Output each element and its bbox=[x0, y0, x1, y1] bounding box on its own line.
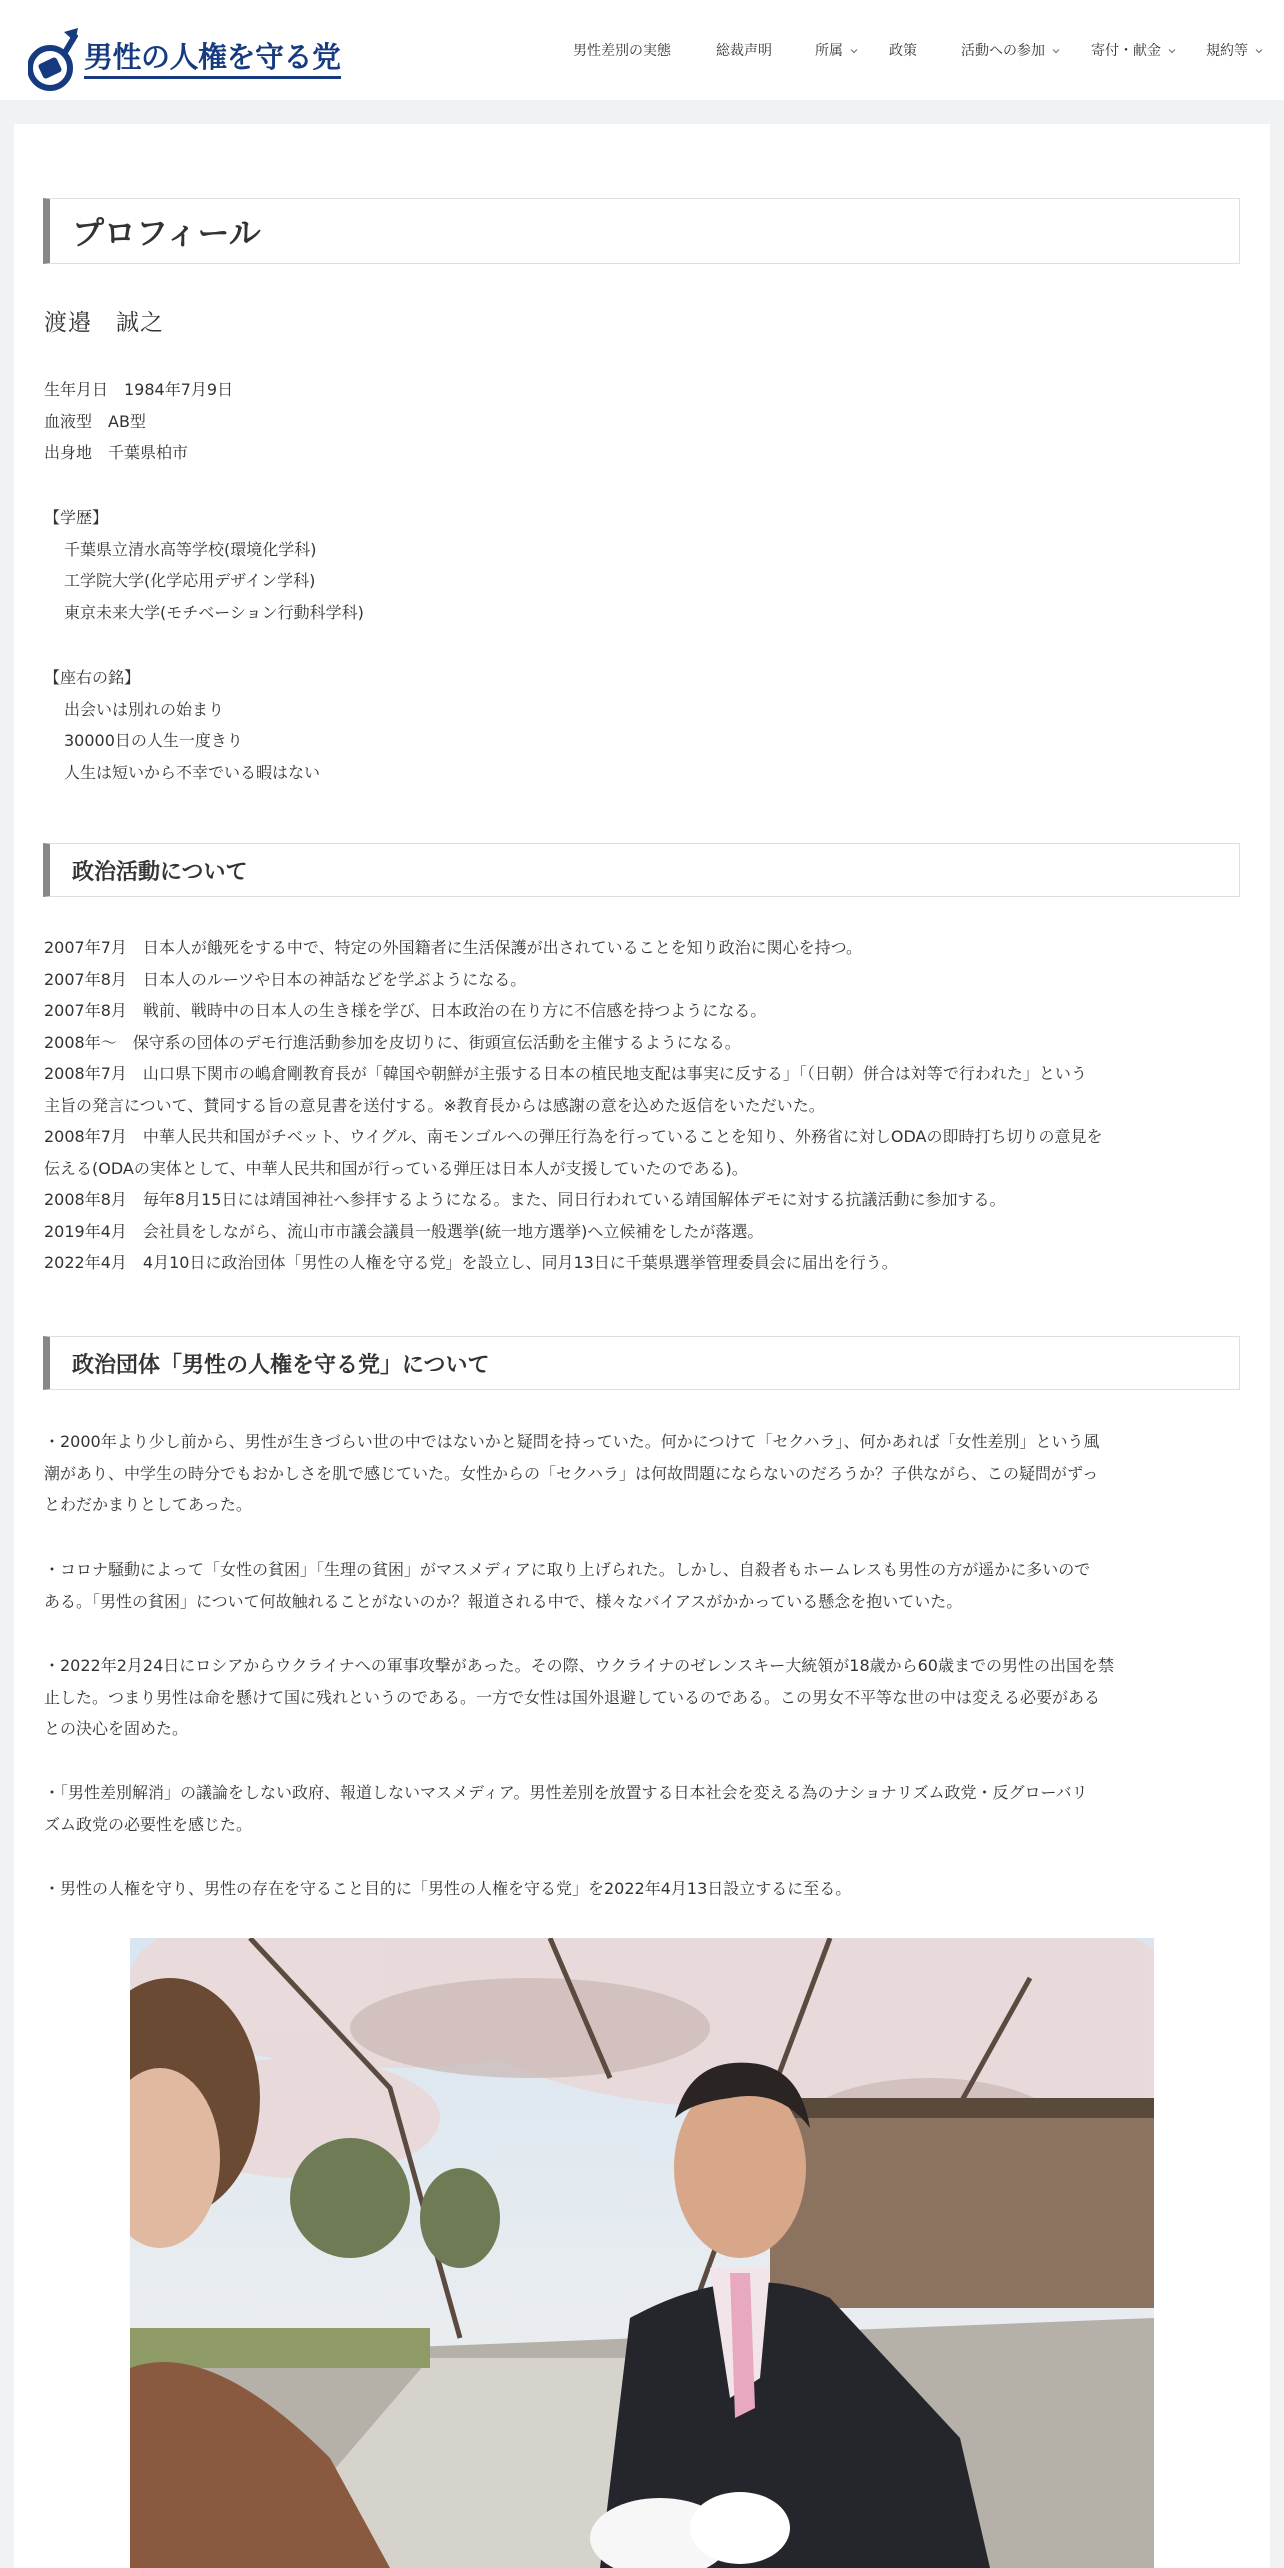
paragraph-line: ・「男性差別解消」の議論をしない政府、報道しないマスメディア。男性差別を放置する日本社会を変える為のナショナリズム政党・反グローバリ bbox=[44, 1783, 1088, 1802]
education-item: 東京未来大学(モチベーション行動科学科) bbox=[64, 602, 364, 622]
nav-item-label: 男性差別の実態 bbox=[573, 43, 671, 59]
party-about-heading: 政治団体「男性の人権を守る党」について bbox=[43, 1336, 1240, 1390]
nav-item-discrimination[interactable] bbox=[573, 40, 671, 62]
photo-scene bbox=[130, 1938, 1154, 2568]
profile-name: 渡邉 誠之 bbox=[44, 310, 164, 336]
profile-heading: プロフィール bbox=[43, 198, 1240, 264]
history-line: 2022年4月 4月10日に政治団体「男性の人権を守る党」を設立し、同月13日に千葉県選挙管理委員会に届出を行う。 bbox=[44, 1253, 898, 1272]
history-line: 2008年7月 中華人民共和国がチベット、ウイグル、南モンゴルへの弾圧行為を行っていることを知り、外務省に対しODAの即時打ち切りの意見を bbox=[44, 1127, 1103, 1146]
party-paragraph bbox=[44, 1650, 1240, 1745]
history-line: 2008年8月 毎年8月15日には靖国神社へ参拝するようになる。また、同日行われている靖国解体デモに対する抗議活動に参加する。 bbox=[44, 1190, 1006, 1209]
nav-item-label: 所属 bbox=[815, 43, 843, 59]
nav-item-policy[interactable] bbox=[889, 40, 917, 62]
profile-birthplace: 出身地 千葉県柏市 bbox=[44, 443, 189, 462]
history-line: 2008年～ 保守系の団体のデモ行進活動参加を皮切りに、街頭宣伝活動を主催するようになる。 bbox=[44, 1032, 741, 1052]
nav-item-label: 総裁声明 bbox=[716, 43, 772, 59]
nav-item-members[interactable] bbox=[815, 40, 858, 62]
history-line: 2007年8月 日本人のルーツや日本の神話などを学ぶようになる。 bbox=[44, 969, 527, 989]
nav-item-label: 規約等 bbox=[1206, 43, 1248, 59]
profile-details bbox=[44, 374, 233, 469]
party-paragraph bbox=[44, 1777, 1240, 1840]
nav-item-president-statement[interactable] bbox=[716, 40, 772, 62]
profile-motto bbox=[44, 662, 320, 788]
party-paragraph bbox=[44, 1426, 1240, 1521]
paragraph-line: ズム政党の必要性を感じた。 bbox=[44, 1814, 253, 1834]
paragraph-line: ・2022年2月24日にロシアからウクライナへの軍事攻撃があった。その際、ウクライナのゼレンスキー大統領が18歳から60歳までの男性の出国を禁 bbox=[44, 1656, 1114, 1675]
paragraph-line: 止した。つまり男性は命を懸けて国に残れというのである。一方で女性は国外退避しているのである。この男女不平等な世の中は変える必要がある bbox=[44, 1687, 1101, 1707]
motto-label: 【座右の銘】 bbox=[44, 668, 141, 687]
paragraph-line: とわだかまりとしてあった。 bbox=[44, 1495, 252, 1514]
history-line: 2007年7月 日本人が餓死をする中で、特定の外国籍者に生活保護が出されていることを知り政治に関心を持つ。 bbox=[44, 938, 862, 957]
global-nav bbox=[0, 0, 1284, 100]
campaign-photo bbox=[130, 1938, 1154, 2568]
history-line: 2008年7月 山口県下関市の嶋倉剛教育長が「韓国や朝鮮が主張する日本の植民地支配は事実に反する」「（日朝）併合は対等で行われた」という bbox=[44, 1064, 1087, 1083]
political-activity-heading: 政治活動について bbox=[43, 843, 1240, 897]
education-item: 千葉県立清水高等学校(環境化学科) bbox=[64, 539, 317, 559]
motto-item: 30000日の人生一度きり bbox=[64, 731, 243, 750]
paragraph-line: 潮があり、中学生の時分でもおかしさを肌で感じていた。女性からの「セクハラ」は何故問題にならないのだろうか？子供ながら、この疑問がずっ bbox=[44, 1463, 1099, 1483]
motto-item: 人生は短いから不幸でいる暇はない bbox=[64, 762, 321, 782]
chevron-down-icon bbox=[1255, 47, 1263, 55]
nav-item-participation[interactable] bbox=[961, 40, 1060, 62]
education-item: 工学院大学(化学応用デザイン学科) bbox=[64, 571, 316, 590]
party-paragraph bbox=[44, 1554, 1240, 1617]
history-line: 伝える(ODAの実体として、中華人民共和国が行っている弾圧は日本人が支援していたのである)。 bbox=[44, 1158, 748, 1178]
nav-item-label: 政策 bbox=[889, 43, 917, 59]
history-line: 2007年8月 戦前、戦時中の日本人の生き様を学び、日本政治の在り方に不信感を持つようになる。 bbox=[44, 1001, 767, 1020]
paragraph-line: ・コロナ騒動によって「女性の貧困」「生理の貧困」がマスメディアに取り上げられた。しかし、自殺者もホームレスも男性の方が遥かに多いので bbox=[44, 1560, 1091, 1579]
nav-item-label: 寄付・献金 bbox=[1091, 43, 1161, 59]
chevron-down-icon bbox=[1168, 47, 1176, 55]
history-line: 主旨の発言について、賛同する旨の意見書を送付する。※教育長からは感謝の意を込めた返信をいただいた。 bbox=[44, 1095, 825, 1115]
site-logo-text: 男性の人権を守る党 bbox=[84, 40, 341, 79]
party-paragraph bbox=[44, 1873, 1240, 1905]
nav-item-rules[interactable] bbox=[1206, 40, 1263, 62]
political-activity-list bbox=[44, 932, 1102, 1279]
history-line: 2019年4月 会社員をしながら、流山市市議会議員一般選挙(統一地方選挙)へ立候補をしたが落選。 bbox=[44, 1221, 764, 1241]
profile-blood-type: 血液型 AB型 bbox=[44, 411, 146, 431]
profile-birthdate: 生年月日 1984年7月9日 bbox=[44, 380, 234, 399]
education-label: 【学歴】 bbox=[44, 508, 109, 527]
paragraph-line: との決心を固めた。 bbox=[44, 1719, 189, 1738]
chevron-down-icon bbox=[1052, 47, 1060, 55]
nav-item-donation[interactable] bbox=[1091, 40, 1176, 62]
motto-item: 出会いは別れの始まり bbox=[64, 699, 225, 719]
profile-education bbox=[44, 502, 364, 628]
nav-item-label: 活動への参加 bbox=[961, 43, 1045, 59]
chevron-down-icon bbox=[850, 47, 858, 55]
paragraph-line: ・2000年より少し前から、男性が生きづらい世の中ではないかと疑問を持っていた。何かにつけて「セクハラ」、何かあれば「女性差別」という風 bbox=[44, 1432, 1100, 1451]
paragraph-line: ある。「男性の貧困」について何故触れることがないのか？報道される中で、様々なバイアスがかかっている懸念を抱いていた。 bbox=[44, 1591, 963, 1611]
site-header bbox=[0, 0, 1284, 100]
paragraph-line: ・男性の人権を守り、男性の存在を守ること目的に「男性の人権を守る党」を2022年4月13日設立するに至る。 bbox=[44, 1879, 852, 1898]
